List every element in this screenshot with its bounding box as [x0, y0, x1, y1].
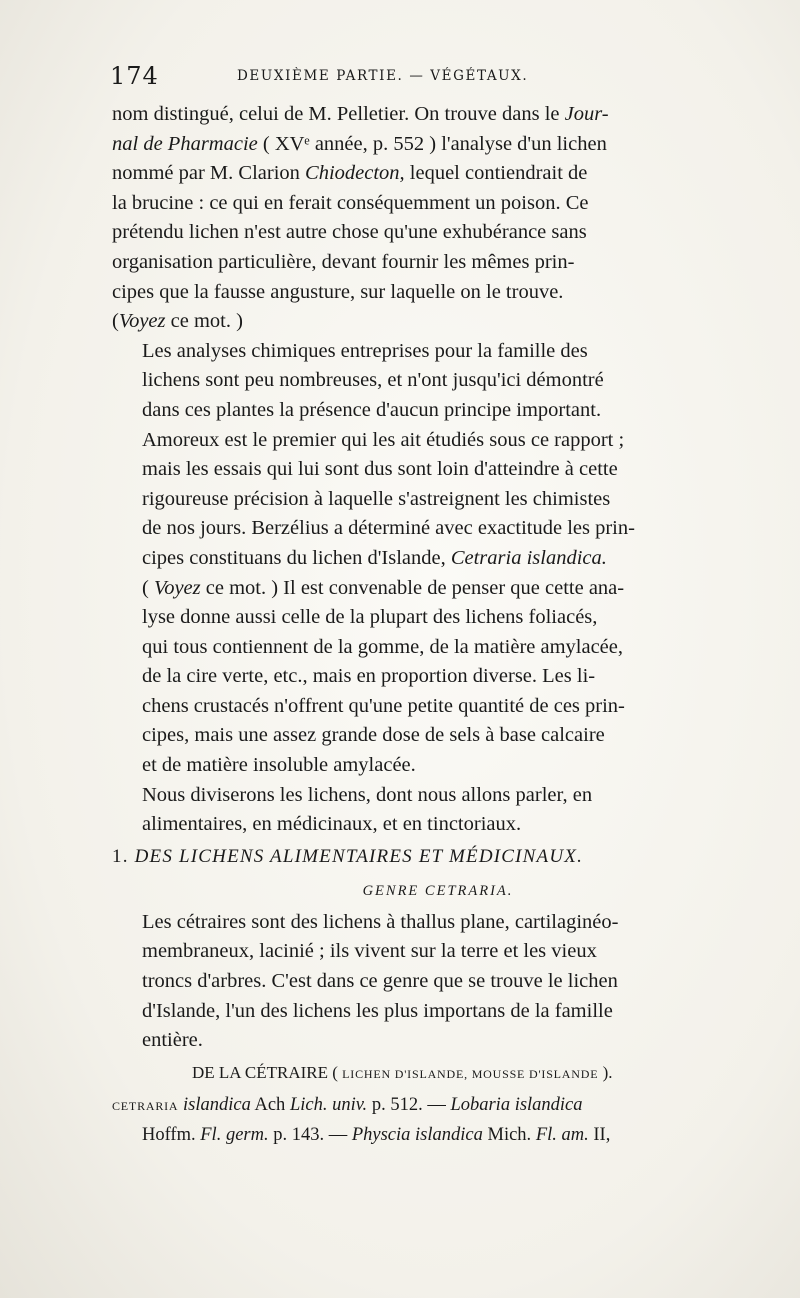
italic-span: Physcia islandica	[351, 1124, 483, 1145]
text-span: lequel contiendrait de	[404, 162, 588, 185]
italic-span: Voyez	[118, 310, 166, 333]
text-span: nommé par M. Clarion	[112, 162, 306, 185]
text-line: lyse donne aussi celle de la plupart des lichens foliacés,	[142, 606, 598, 629]
text-line: Amoreux est le premier qui les ait étudiés sous ce rapport ;	[142, 428, 625, 451]
text-span: p. 143. —	[268, 1124, 352, 1145]
page-header	[110, 62, 755, 92]
text-line	[112, 307, 764, 337]
text-span: (	[142, 576, 154, 599]
text-span: cipes constituans du lichen d'Islande,	[142, 546, 451, 569]
text-line: dans ces plantes la présence d'aucun principe important.	[142, 398, 602, 421]
text-line: d'Islande, l'un des lichens les plus importans de la famille	[142, 999, 613, 1022]
italic-span: Jour-	[564, 103, 609, 125]
species-heading	[112, 1056, 764, 1091]
text-line	[112, 574, 764, 604]
text-line	[112, 544, 764, 574]
italic-span: Cetraria islandica.	[450, 546, 607, 569]
text-line: alimentaires, en médicinaux, et en tinctoriaux.	[142, 813, 522, 836]
italic-span: Chiodecton,	[305, 162, 405, 185]
paragraph-1	[112, 100, 764, 337]
text-span: ( XVᵉ année, p. 552 ) l'analyse d'un lichen	[257, 132, 607, 155]
italic-span: islandica	[178, 1094, 251, 1115]
text-line: mais les essais qui lui sont dus sont loin d'atteindre à cette	[142, 458, 618, 481]
text-line: entière.	[142, 1029, 203, 1052]
text-line: Nous diviserons les lichens, dont nous allons parler, en	[142, 783, 593, 806]
text-line	[112, 130, 764, 160]
italic-span: nal de Pharmacie	[112, 132, 258, 155]
synonymy-line-2	[112, 1121, 764, 1150]
section-title: DES LICHENS ALIMENTAIRES ET MÉDICINAUX.	[134, 845, 584, 867]
page-number: 174	[110, 62, 159, 90]
text-line: qui tous contiennent de la gomme, de la matière amylacée,	[142, 635, 623, 658]
text-line: lichens sont peu nombreuses, et n'ont jusqu'ici démontré	[142, 369, 604, 392]
text-line: et de matière insoluble amylacée.	[142, 754, 416, 777]
text-span: II,	[588, 1124, 611, 1145]
text-line: Les cétraires sont des lichens à thallus plane, cartilaginéo-	[142, 910, 619, 933]
text-line: cipes que la fausse angusture, sur laquelle on le trouve.	[112, 280, 564, 303]
text-line: organisation particulière, devant fournir les mêmes prin-	[112, 250, 575, 273]
genus-name: CETRARIA	[112, 1098, 179, 1113]
species-heading-main: DE LA CÉTRAIRE (	[192, 1062, 343, 1082]
text-line: de la cire verte, etc., mais en proportion diverse. Les li-	[142, 665, 596, 688]
synonymy-line-1	[112, 1091, 764, 1121]
text-line: chens crustacés n'offrent qu'une petite quantité de ces prin-	[142, 694, 625, 717]
running-head: DEUXIÈME PARTIE. — VÉGÉTAUX.	[237, 68, 529, 84]
text-span: p. 512. —	[367, 1094, 451, 1115]
text-line: Les analyses chimiques entreprises pour la famille des	[142, 339, 588, 362]
paragraph-3	[112, 781, 764, 840]
section-number: 1.	[112, 845, 135, 867]
text-line	[112, 159, 764, 189]
paragraph-2	[112, 337, 764, 781]
text-span: Mich.	[482, 1124, 536, 1145]
text-line: prétendu lichen n'est autre chose qu'une exhubérance sans	[112, 221, 587, 244]
text-span: Hoffm.	[142, 1124, 201, 1145]
body-text	[112, 100, 764, 1150]
italic-span: Fl. germ.	[200, 1124, 269, 1145]
text-line	[112, 100, 764, 130]
paragraph-4	[112, 908, 764, 1056]
text-line: la brucine : ce qui en ferait conséquemment un poison. Ce	[112, 191, 589, 214]
section-heading	[112, 840, 764, 874]
italic-span: Fl. am.	[535, 1124, 589, 1145]
text-span: ce mot. ) Il est convenable de penser que cette ana-	[200, 576, 625, 599]
text-line: de nos jours. Berzélius a déterminé avec exactitude les prin-	[142, 517, 635, 540]
italic-span: Voyez	[153, 576, 201, 599]
text-line: membraneux, lacinié ; ils vivent sur la terre et les vieux	[142, 940, 597, 963]
text-span: Ach	[250, 1094, 290, 1115]
italic-span: Lich. univ.	[289, 1094, 368, 1115]
text-span: ce mot. )	[165, 310, 243, 333]
species-heading-vernacular: LICHEN D'ISLANDE, MOUSSE D'ISLANDE	[342, 1066, 599, 1081]
text-span: (	[112, 310, 119, 333]
text-line: rigoureuse précision à laquelle s'astreignent les chimistes	[142, 487, 611, 510]
italic-span: Lobaria islandica	[450, 1094, 583, 1115]
text-line: troncs d'arbres. C'est dans ce genre que se trouve le lichen	[142, 970, 618, 993]
species-heading-end: ).	[598, 1062, 613, 1082]
genre-heading: GENRE CETRARIA.	[362, 882, 514, 899]
text-span: nom distingué, celui de M. Pelletier. On trouve dans le	[112, 103, 565, 125]
text-line: cipes, mais une assez grande dose de sels à base calcaire	[142, 724, 605, 747]
